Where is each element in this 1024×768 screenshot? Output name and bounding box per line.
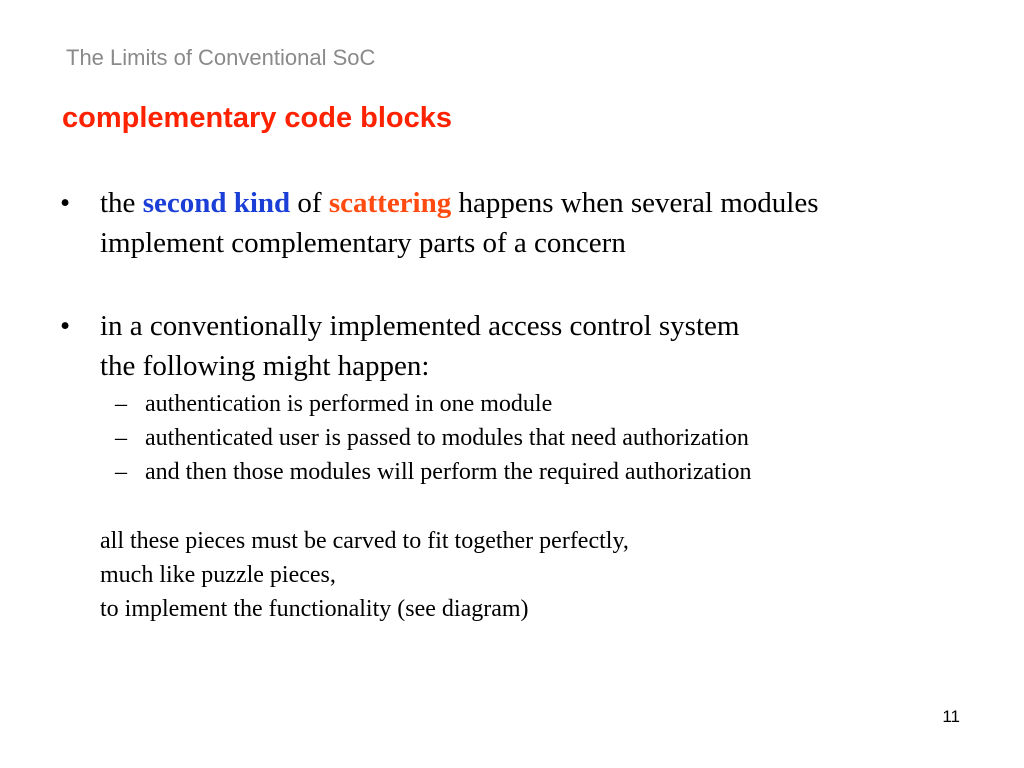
text-prefix: the bbox=[100, 187, 143, 219]
note-line: much like puzzle pieces, bbox=[100, 562, 336, 588]
highlight-scattering: scattering bbox=[328, 187, 452, 219]
sub-item-text: and then those modules will perform the required authorization bbox=[145, 459, 752, 485]
dash-marker: – bbox=[115, 391, 127, 417]
dash-marker: – bbox=[115, 459, 127, 485]
bullet-line: in a conventionally implemented access control system bbox=[100, 310, 740, 342]
note-line: to implement the functionality (see diagram) bbox=[100, 596, 529, 622]
highlight-second-kind: second kind bbox=[142, 187, 291, 219]
section-header: The Limits of Conventional SoC bbox=[66, 45, 376, 70]
bullet-text bbox=[100, 306, 739, 386]
bullet-marker: • bbox=[60, 187, 71, 219]
sub-item-text: authentication is performed in one module bbox=[145, 391, 553, 417]
bullet-marker: • bbox=[60, 310, 71, 342]
dash-marker: – bbox=[115, 425, 127, 451]
text-suffix: happens when several modules bbox=[451, 187, 819, 219]
slide-title: complementary code blocks bbox=[62, 102, 453, 134]
bullet-line bbox=[100, 183, 818, 223]
text-mid: of bbox=[290, 187, 329, 219]
note-line: all these pieces must be carved to fit together perfectly, bbox=[100, 528, 629, 554]
bullet-line: the following might happen: bbox=[100, 350, 430, 382]
sub-item-text: authenticated user is passed to modules that need authorization bbox=[145, 425, 749, 451]
bullet-line: implement complementary parts of a concern bbox=[100, 227, 626, 259]
bullet-text bbox=[100, 183, 818, 263]
page-number: 11 bbox=[942, 707, 960, 726]
